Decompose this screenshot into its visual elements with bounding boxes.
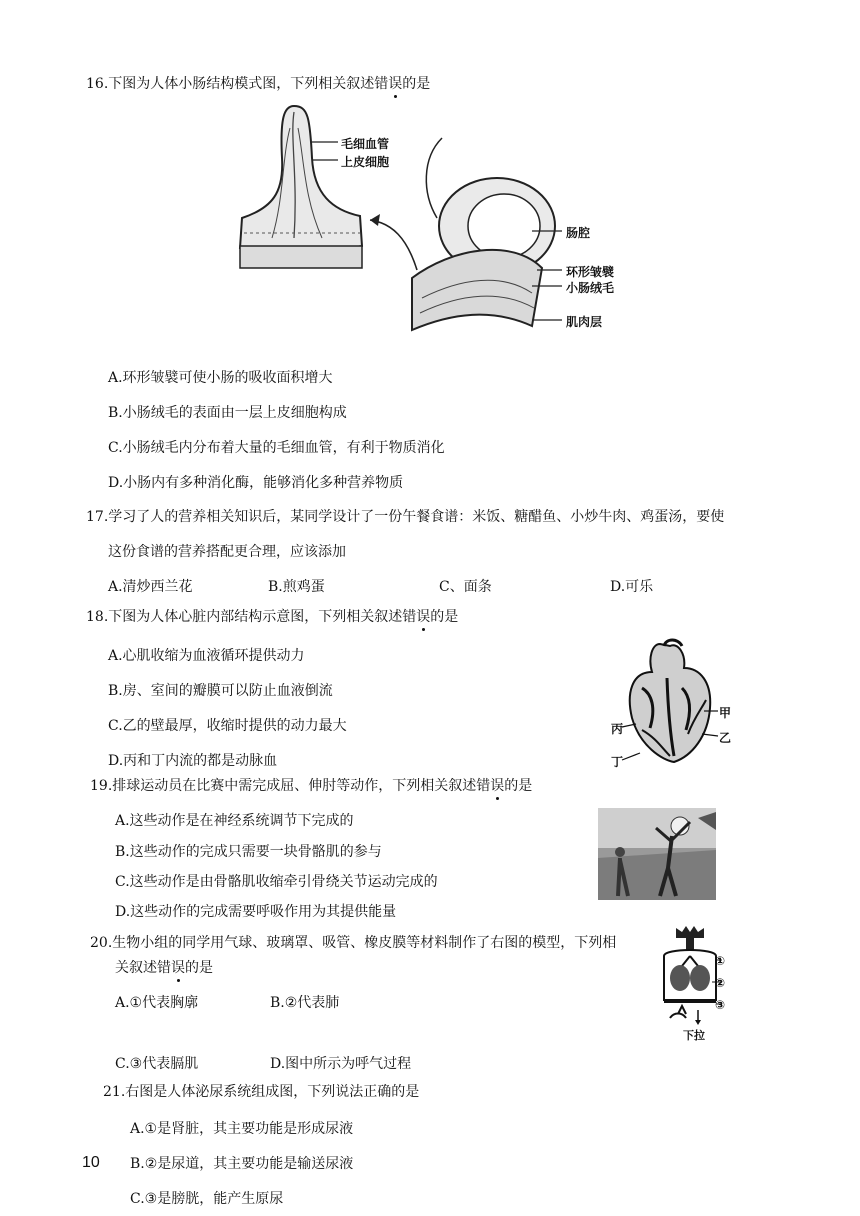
q17-option-c: C、面条 xyxy=(439,579,492,595)
page-number: 10 xyxy=(82,1154,100,1171)
q20-stem-line1: 20.生物小组的同学用气球、玻璃罩、吸管、橡皮膜等材料制作了右图的模型，下列相 xyxy=(90,935,617,951)
fig16-label-capillary: 毛细血管 xyxy=(341,137,390,151)
q20-option-c: C.③代表膈肌 xyxy=(115,1056,199,1072)
q20-stem-line2: 关叙述错误的是 xyxy=(115,960,213,976)
fig18-label-yi: 乙 xyxy=(719,731,732,745)
fig16-label-circular-folds: 环形皱襞 xyxy=(566,265,615,279)
q21-stem: 21.右图是人体泌尿系统组成图，下列说法正确的是 xyxy=(103,1084,420,1100)
fig18-label-bing: 丙 xyxy=(611,722,624,736)
q19-option-b: B.这些动作的完成只需要一块骨骼肌的参与 xyxy=(115,844,382,860)
q18-option-d: D.丙和丁内流的都是动脉血 xyxy=(108,753,278,769)
q21-option-c: C.③是膀胱，能产生原尿 xyxy=(130,1191,284,1207)
fig16-label-muscle-layer: 肌肉层 xyxy=(566,315,603,329)
heart-figure xyxy=(612,638,732,768)
q19-option-c: C.这些动作是由骨骼肌收缩牵引骨绕关节运动完成的 xyxy=(115,874,438,890)
q16-option-d: D.小肠内有多种消化酶，能够消化多种营养物质 xyxy=(108,475,404,491)
q18-option-a: A.心肌收缩为血液循环提供动力 xyxy=(108,648,305,664)
fig18-label-jia: 甲 xyxy=(719,706,732,720)
q16-stem: 16.下图为人体小肠结构模式图，下列相关叙述错误的是 xyxy=(86,76,431,92)
q18-option-c: C.乙的壁最厚，收缩时提供的动力最大 xyxy=(108,718,347,734)
q18-option-b: B.房、室间的瓣膜可以防止血液倒流 xyxy=(108,683,333,699)
small-intestine-figure xyxy=(232,98,632,343)
q18-stem: 18.下图为人体心脏内部结构示意图，下列相关叙述错误的是 xyxy=(86,609,459,625)
q17-stem-line1: 17.学习了人的营养相关知识后，某同学设计了一份午餐食谱：米饭、糖醋鱼、小炒牛肉、鸡蛋汤，要使 xyxy=(86,509,725,525)
fig18-label-ding: 丁 xyxy=(611,755,624,769)
q16-option-a: A.环形皱襞可使小肠的吸收面积增大 xyxy=(108,370,333,386)
q17-option-d: D.可乐 xyxy=(610,579,654,595)
q16-option-b: B.小肠绒毛的表面由一层上皮细胞构成 xyxy=(108,405,347,421)
fig16-label-villi: 小肠绒毛 xyxy=(566,281,615,295)
q20-option-d: D.图中所示为呼气过程 xyxy=(270,1056,412,1072)
fig20-label-3: ③ xyxy=(715,998,726,1012)
fig16-label-lumen: 肠腔 xyxy=(566,226,591,240)
q20-option-b: B.②代表肺 xyxy=(270,995,340,1011)
fig16-label-epithelial-cell: 上皮细胞 xyxy=(341,155,390,169)
fig20-label-1: ① xyxy=(715,954,726,968)
q19-option-a: A.这些动作是在神经系统调节下完成的 xyxy=(115,813,354,829)
fig20-label-pull-down: 下拉 xyxy=(683,1029,705,1042)
q19-option-d: D.这些动作的完成需要呼吸作用为其提供能量 xyxy=(115,904,397,920)
q17-stem-line2: 这份食谱的营养搭配更合理，应该添加 xyxy=(108,544,346,560)
fig20-label-2: ② xyxy=(715,976,726,990)
q21-option-a: A.①是肾脏，其主要功能是形成尿液 xyxy=(130,1121,354,1137)
q19-stem: 19.排球运动员在比赛中需完成屈、伸肘等动作，下列相关叙述错误的是 xyxy=(90,778,533,794)
q17-option-a: A.清炒西兰花 xyxy=(108,579,193,595)
q16-option-c: C.小肠绒毛内分布着大量的毛细血管，有利于物质消化 xyxy=(108,440,445,456)
q20-option-a: A.①代表胸廓 xyxy=(115,995,199,1011)
q21-option-b: B.②是尿道，其主要功能是输送尿液 xyxy=(130,1156,354,1172)
q17-option-b: B.煎鸡蛋 xyxy=(268,579,325,595)
volleyball-photo xyxy=(598,808,716,900)
